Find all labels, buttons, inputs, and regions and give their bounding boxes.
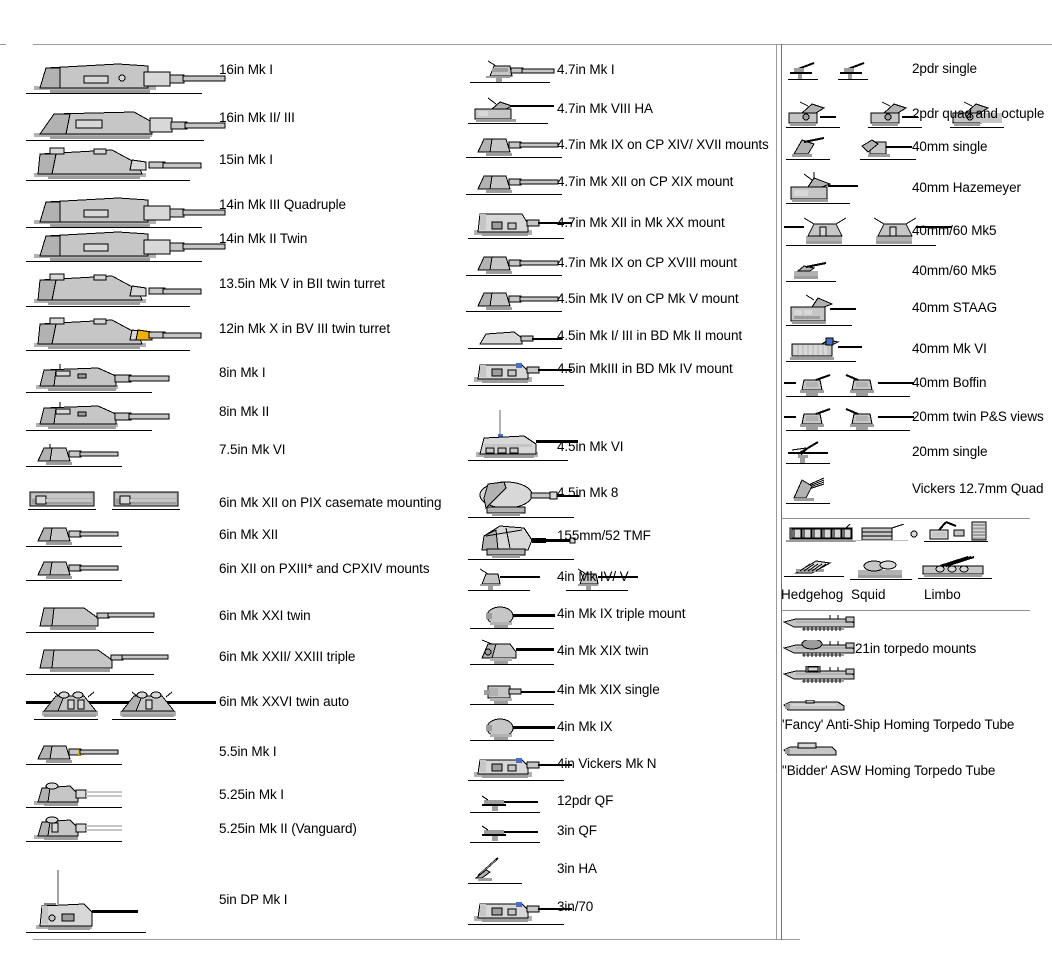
legend-label: 4in Mk IX <box>557 719 613 734</box>
right-section-rule-1 <box>781 518 1030 519</box>
legend-label: 6in Mk XII on PIX casemate mounting <box>219 495 442 510</box>
legend-label: 2pdr single <box>912 61 977 76</box>
top-divider-rule <box>33 44 1052 45</box>
legend-label: 40mm/60 Mk5 <box>912 263 997 278</box>
turret-75in-mk6-icon <box>26 442 136 468</box>
legend-label: 4in Mk XIX twin <box>557 643 649 658</box>
turret-525in-mk1-icon <box>26 780 146 810</box>
legend-label: 40mm Hazemeyer <box>912 180 1021 195</box>
legend-label: 6in Mk XII <box>219 527 279 542</box>
legend-label: 4in Vickers Mk N <box>557 756 657 771</box>
turret-5in-dp-mk1-icon <box>26 870 176 940</box>
legend-label: 4.7in Mk IX on CP XVIII mount <box>557 255 737 270</box>
legend-label: 4.7in Mk IX on CP XIV/ XVII mounts <box>557 137 769 152</box>
legend-label: 5in DP Mk I <box>219 892 288 907</box>
legend-label: 5.25in Mk I <box>219 787 284 802</box>
mount-12pdr-qf-icon <box>466 792 556 814</box>
legend-label: 4.5in MkIII in BD Mk IV mount <box>557 361 733 376</box>
legend-label: 3in/70 <box>557 899 594 914</box>
torpedo-21in-mounts-icon <box>782 666 862 690</box>
legend-label: 3in QF <box>557 823 597 838</box>
turret-8in-mk1-icon <box>26 360 176 394</box>
legend-label: 4.7in Mk XII on CP XIX mount <box>557 174 734 189</box>
aa-vickers-127mm-quad-icon <box>784 476 884 506</box>
legend-label: 4.5in Mk VI <box>557 439 624 454</box>
asw-caption: Limbo <box>924 587 961 602</box>
asw-limbo-icon <box>916 555 1006 581</box>
legend-label: 15in Mk I <box>219 152 273 167</box>
legend-label: 16in Mk I <box>219 62 273 77</box>
legend-label: 12in Mk X in BV III twin turret <box>219 321 390 336</box>
legend-label: 8in Mk II <box>219 404 270 419</box>
legend-label: 7.5in Mk VI <box>219 442 286 457</box>
torpedo-fancy-antiship-icon <box>782 700 852 716</box>
legend-label: 16in Mk II/ III <box>219 110 295 125</box>
legend-label: 155mm/52 TMF <box>557 528 651 543</box>
column-divider-inner <box>781 44 782 940</box>
turret-6in-mk26-auto-icon <box>26 686 216 722</box>
aa-40mm60-mk5-single-icon <box>784 262 894 284</box>
legend-label: 40mm single <box>912 139 988 154</box>
legend-label: 4.5in Mk IV on CP Mk V mount <box>557 291 739 306</box>
legend-label: 21in torpedo mounts <box>855 641 977 656</box>
aa-40mm-mk6-icon <box>784 334 904 364</box>
legend-label: 40mm STAAG <box>912 300 998 315</box>
turret-16in-mk2-3-icon <box>26 104 226 144</box>
turret-55in-mk1-icon <box>26 740 136 766</box>
asw-limbo-top-icon <box>920 520 1010 546</box>
legend-label: 13.5in Mk V in BII twin turret <box>219 276 385 291</box>
legend-label: 3in HA <box>557 861 597 876</box>
legend-label: 6in Mk XXII/ XXIII triple <box>219 649 356 664</box>
legend-label: 4in Mk XIX single <box>557 682 660 697</box>
legend-label: 'Fancy' Anti-Ship Homing Torpedo Tube <box>782 717 1015 732</box>
turret-16in-mk1-icon <box>26 56 226 96</box>
turret-135in-mk5-icon <box>26 268 226 310</box>
turret-6in-12-pxiii-icon <box>26 556 136 582</box>
aa-40mm-hazemeyer-icon <box>784 172 904 206</box>
legend-label: 4in Mk IX triple mount <box>557 606 686 621</box>
legend-label: 4.7in Mk I <box>557 62 615 77</box>
legend-label: 4.5in Mk 8 <box>557 485 619 500</box>
legend-label: 5.25in Mk II (Vanguard) <box>219 821 357 836</box>
torpedo-bidder-asw-icon <box>782 742 852 760</box>
legend-label: 6in Mk XXVI twin auto <box>219 694 349 709</box>
legend-label: 40mm/60 Mk5 <box>912 223 997 238</box>
legend-label: 5.5in Mk I <box>219 744 277 759</box>
legend-label: "Bidder' ASW Homing Torpedo Tube <box>782 763 996 778</box>
legend-label: Vickers 12.7mm Quad <box>912 481 1044 496</box>
legend-label: 14in Mk II Twin <box>219 231 308 246</box>
torpedo-21in-mounts-icon <box>782 614 862 638</box>
legend-label: 12pdr QF <box>557 793 614 808</box>
turret-14in-mk2-twin-icon <box>26 224 226 264</box>
column-divider-outer <box>776 44 777 940</box>
aa-2pdr-single-icon <box>784 58 904 82</box>
legend-label: 4.7in Mk XII in Mk XX mount <box>557 215 725 230</box>
turret-6in-mk22-23-icon <box>26 644 196 676</box>
right-section-rule-2 <box>781 610 1030 611</box>
legend-label: 8in Mk I <box>219 365 266 380</box>
aa-20mm-single-icon <box>784 440 884 466</box>
turret-8in-mk2-icon <box>26 398 176 432</box>
turret-6in-mk21-twin-icon <box>26 602 196 634</box>
turret-15in-mk1-icon <box>26 142 226 184</box>
aa-40mm-staag-icon <box>784 294 904 328</box>
turret-12in-mk10-icon <box>26 312 226 354</box>
legend-label: 40mm Mk VI <box>912 341 987 356</box>
legend-label: 4in Mk IV/ V <box>557 569 629 584</box>
legend-label: 20mm twin P&S views <box>912 409 1044 424</box>
turret-6in-mk12-icon <box>26 522 136 548</box>
legend-label: 6in Mk XXI twin <box>219 608 311 623</box>
mount-3in-qf-icon <box>466 822 556 844</box>
turret-525in-mk2-icon <box>26 814 146 844</box>
legend-label: 4.7in Mk VIII HA <box>557 101 653 116</box>
left-edge-tick <box>0 44 6 45</box>
mount-3in-ha-icon <box>466 856 546 886</box>
casemate-6in-mk12-pix-icon <box>26 490 196 514</box>
legend-label: 2pdr quad and octuple <box>912 106 1045 121</box>
legend-label: 6in XII on PXIII* and CPXIV mounts <box>219 561 430 576</box>
legend-label: 20mm single <box>912 444 988 459</box>
mount-47in-mk1-icon <box>466 58 566 84</box>
legend-label: 4.5in Mk I/ III in BD Mk II mount <box>557 328 743 343</box>
asw-caption: Hedgehog <box>781 587 844 602</box>
legend-label: 14in Mk III Quadruple <box>219 197 346 212</box>
torpedo-21in-mounts-icon <box>782 640 862 664</box>
legend-label: 40mm Boffin <box>912 375 987 390</box>
mount-47in-mk8-ha-icon <box>466 96 566 126</box>
asw-caption: Squid <box>851 587 886 602</box>
